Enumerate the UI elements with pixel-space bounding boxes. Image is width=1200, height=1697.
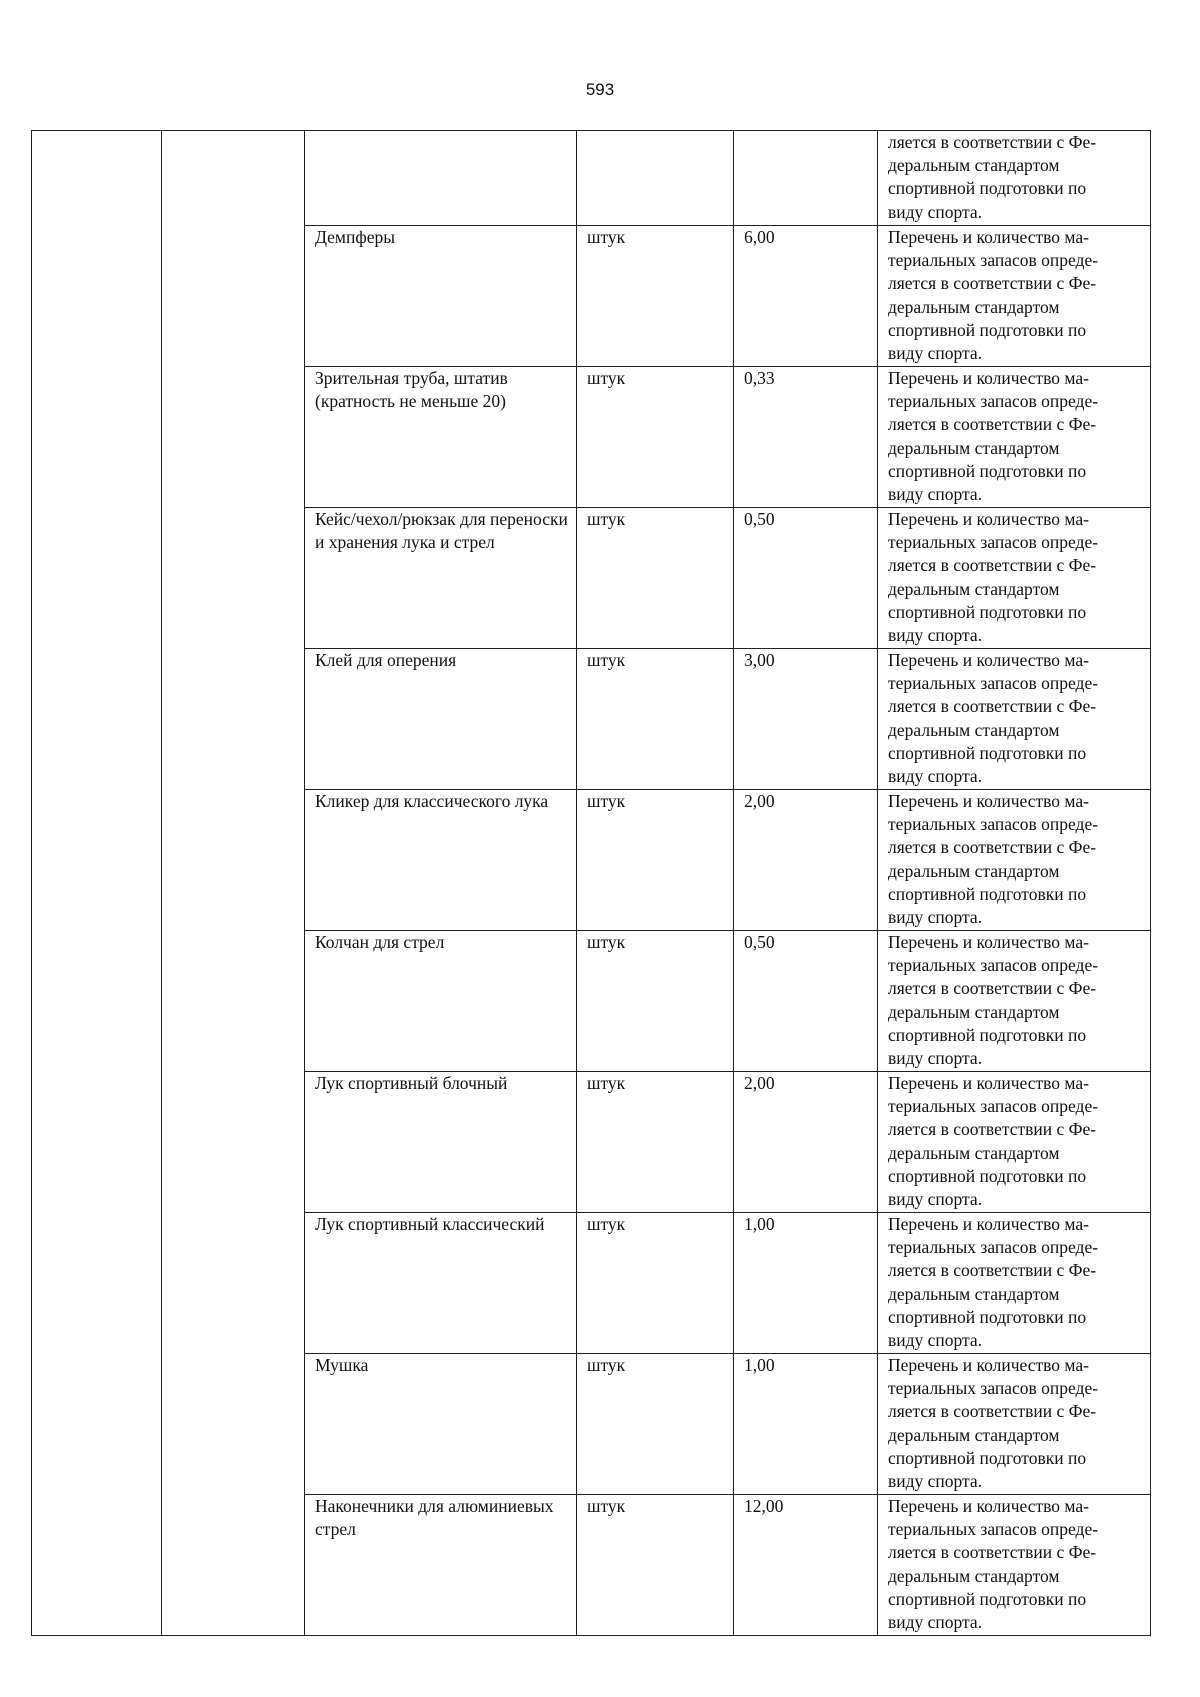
quantity-cell: 0,50 (734, 931, 878, 1072)
item-name-cell: Лук спортивный блочный (305, 1072, 577, 1213)
item-name-cell: Лук спортивный классический (305, 1213, 577, 1354)
note-cell: Перечень и количество ма- териальных запасов опреде- ляется в соответствии с Фе- деральным стандартом спортивной подготовки по виду спорта. (878, 226, 1151, 367)
note-cell: Перечень и количество ма- териальных запасов опреде- ляется в соответствии с Фе- деральным стандартом спортивной подготовки по виду спорта. (878, 931, 1151, 1072)
note-cell: Перечень и количество ма- териальных запасов опреде- ляется в соответствии с Фе- деральным стандартом спортивной подготовки по виду спорта. (878, 1213, 1151, 1354)
unit-cell: штук (577, 1072, 734, 1213)
quantity-cell: 2,00 (734, 1072, 878, 1213)
unit-cell: штук (577, 1495, 734, 1636)
item-name-cell: Кликер для классического лука (305, 790, 577, 931)
quantity-cell: 1,00 (734, 1213, 878, 1354)
note-cell: Перечень и количество ма- териальных запасов опреде- ляется в соответствии с Фе- деральным стандартом спортивной подготовки по виду спорта. (878, 1495, 1151, 1636)
item-name-cell: Кейс/чехол/рюкзак для переноски и хранения лука и стрел (305, 508, 577, 649)
quantity-cell: 12,00 (734, 1495, 878, 1636)
unit-cell: штук (577, 508, 734, 649)
item-name-cell: Наконечники для алюминиевых стрел (305, 1495, 577, 1636)
unit-cell: штук (577, 367, 734, 508)
quantity-cell: 1,00 (734, 1354, 878, 1495)
item-name-cell: Колчан для стрел (305, 931, 577, 1072)
item-name-cell: Мушка (305, 1354, 577, 1495)
note-cell: Перечень и количество ма- териальных запасов опреде- ляется в соответствии с Фе- деральным стандартом спортивной подготовки по виду спорта. (878, 508, 1151, 649)
merged-cell-col1 (32, 131, 162, 1636)
item-name-cell (305, 131, 577, 226)
quantity-cell: 0,33 (734, 367, 878, 508)
quantity-cell: 2,00 (734, 790, 878, 931)
unit-cell: штук (577, 649, 734, 790)
item-name-cell: Зрительная труба, штатив (кратность не меньше 20) (305, 367, 577, 508)
equipment-table (31, 130, 1151, 1636)
quantity-cell: 3,00 (734, 649, 878, 790)
note-cell: Перечень и количество ма- териальных запасов опреде- ляется в соответствии с Фе- деральным стандартом спортивной подготовки по виду спорта. (878, 790, 1151, 931)
table-body (32, 131, 1151, 1636)
page-number: 593 (585, 80, 615, 99)
note-cell: Перечень и количество ма- териальных запасов опреде- ляется в соответствии с Фе- деральным стандартом спортивной подготовки по виду спорта. (878, 367, 1151, 508)
unit-cell: штук (577, 790, 734, 931)
note-cell: ляется в соответствии с Фе- деральным стандартом спортивной подготовки по виду спорта. (878, 131, 1151, 226)
quantity-cell (734, 131, 878, 226)
item-name-cell: Демпферы (305, 226, 577, 367)
note-cell: Перечень и количество ма- териальных запасов опреде- ляется в соответствии с Фе- деральным стандартом спортивной подготовки по виду спорта. (878, 649, 1151, 790)
item-name-cell: Клей для оперения (305, 649, 577, 790)
note-cell: Перечень и количество ма- териальных запасов опреде- ляется в соответствии с Фе- деральным стандартом спортивной подготовки по виду спорта. (878, 1072, 1151, 1213)
quantity-cell: 0,50 (734, 508, 878, 649)
table-row-continuation (32, 131, 1151, 226)
note-cell: Перечень и количество ма- териальных запасов опреде- ляется в соответствии с Фе- деральным стандартом спортивной подготовки по виду спорта. (878, 1354, 1151, 1495)
unit-cell: штук (577, 1213, 734, 1354)
quantity-cell: 6,00 (734, 226, 878, 367)
merged-cell-col2 (162, 131, 305, 1636)
unit-cell: штук (577, 226, 734, 367)
unit-cell: штук (577, 1354, 734, 1495)
unit-cell (577, 131, 734, 226)
unit-cell: штук (577, 931, 734, 1072)
